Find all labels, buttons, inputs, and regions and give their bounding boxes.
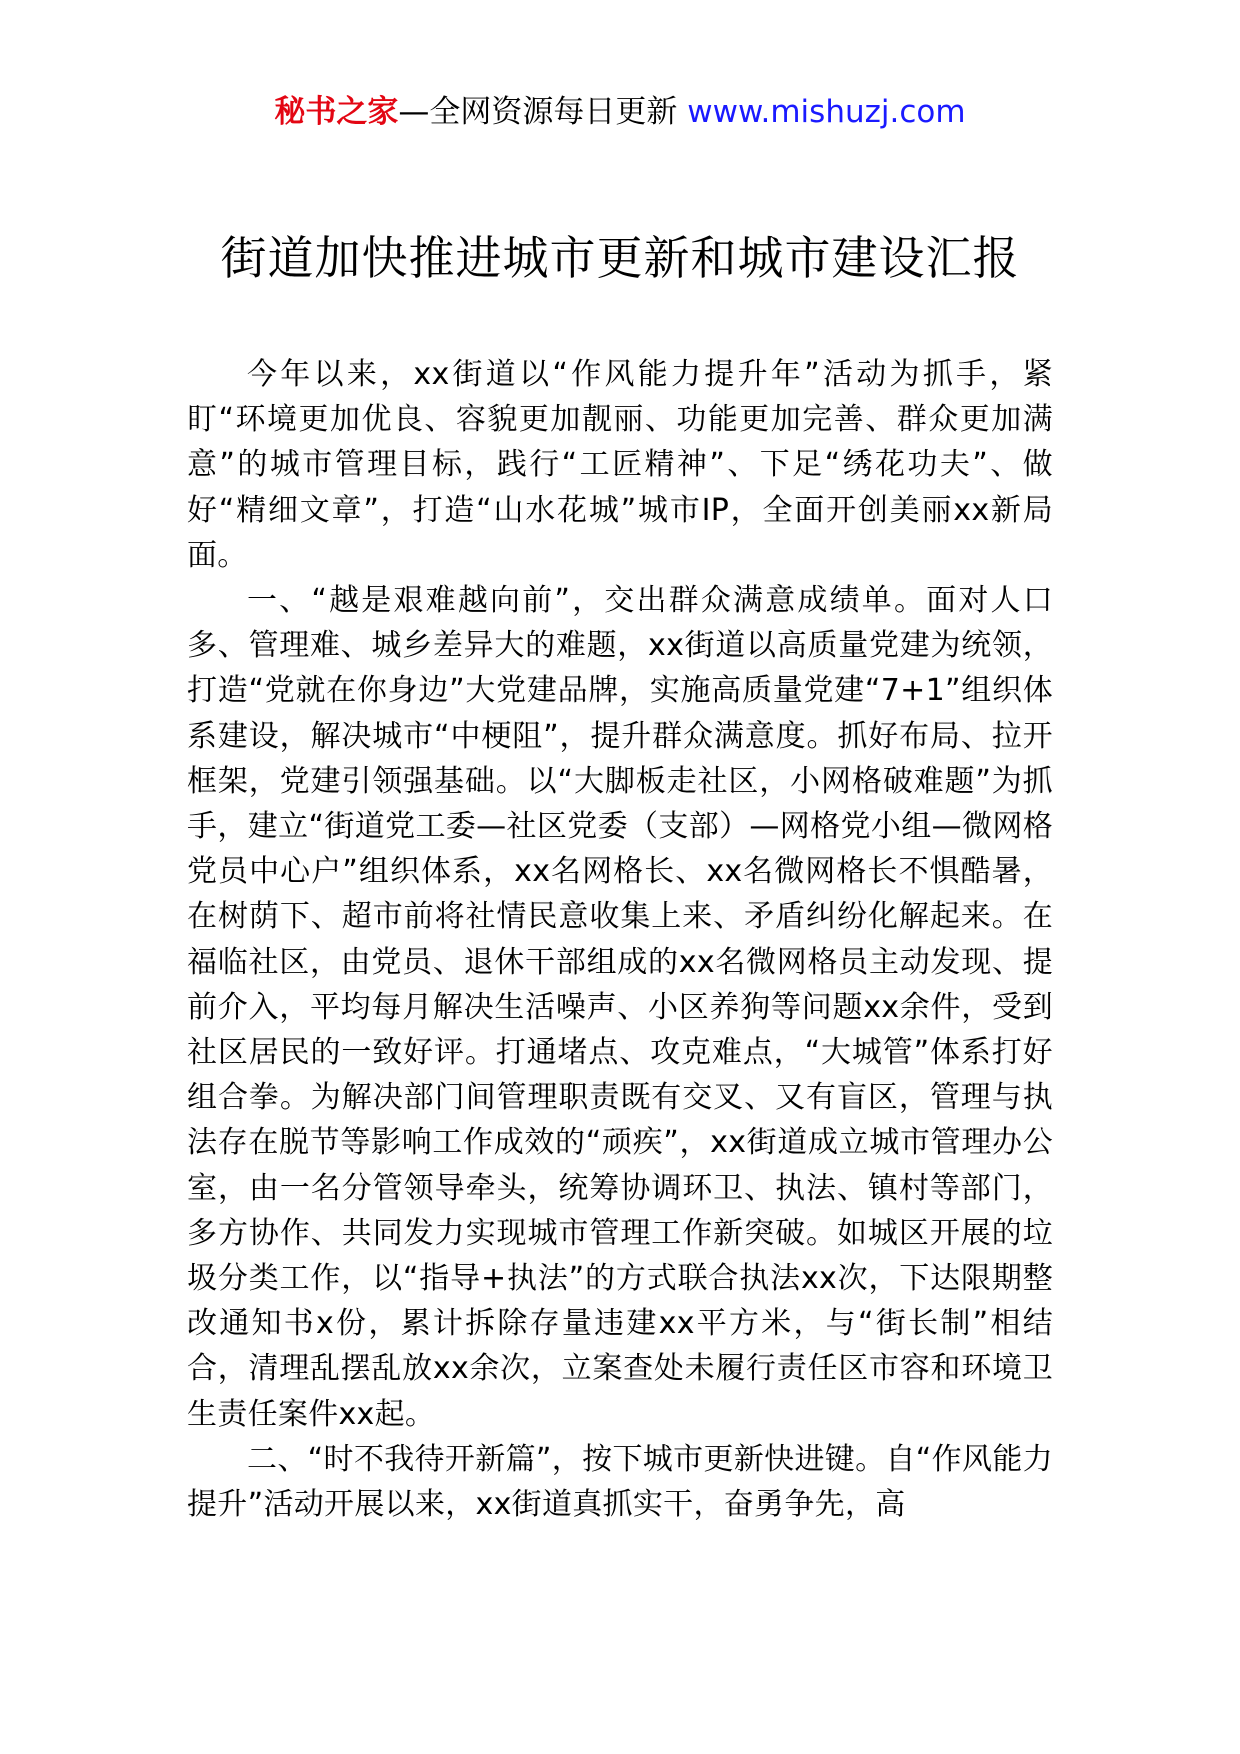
paragraph-section-one: 一、“越是艰难越向前”，交出群众满意成绩单。面对人口多、管理难、城乡差异大的难题，xx街道以高质量党建为统领，打造“党就在你身边”大党建品牌，实施高质量党建“7+1”组织体系建设，解决城市“中梗阻”，提升群众满意度。抓好布局、拉开框架，党建引领强基础。以“大脚板走社区，小网格破难题”为抓手，建立“街道党工委—社区党委（支部）—网格党小组—微网格党员中心户”组织体系，xx名网格长、xx名微网格长不惧酷暑，在树荫下、超市前将社情民意收集上来、矛盾纠纷化解起来。在福临社区，由党员、退休干部组成的xx名微网格员主动发现、提前介入，平均每月解决生活噪声、小区养狗等问题xx余件，受到社区居民的一致好评。打通堵点、攻克难点，“大城管”体系打好组合拳。为解决部门间管理职责既有交叉、又有盲区，管理与执法存在脱节等影响工作成效的“顽疾”，xx街道成立城市管理办公室，由一名分管领导牵头，统筹协调环卫、执法、镇村等部门，多方协作、共同发力实现城市管理工作新突破。如城区开展的垃圾分类工作，以“指导+执法”的方式联合执法xx次，下达限期整改通知书x份，累计拆除存量违建xx平方米，与“街长制”相结合，清理乱摆乱放xx余次，立案查处未履行责任区市容和环境卫生责任案件xx起。 (187, 583, 1053, 1432)
document-body (187, 352, 1053, 1527)
site-slogan: —全网资源每日更新 (398, 94, 688, 130)
document-title: 街道加快推进城市更新和城市建设汇报 (220, 231, 1020, 285)
site-brand: 秘书之家 (274, 94, 399, 130)
paragraph-intro: 今年以来，xx街道以“作风能力提升年”活动为抓手，紧盯“环境更加优良、容貌更加靓丽、功能更加完善、群众更加满意”的城市管理目标，践行“工匠精神”、下足“绣花功夫”、做好“精细文章”，打造“山水花城”城市IP，全面开创美丽xx新局面。 (187, 357, 1053, 573)
site-url-link[interactable]: www.mishuzj.com (687, 94, 966, 130)
paragraph-section-two: 二、“时不我待开新篇”，按下城市更新快进键。自“作风能力提升”活动开展以来，xx街道真抓实干，奋勇争先，高 (187, 1441, 1053, 1523)
site-header (0, 92, 1240, 132)
